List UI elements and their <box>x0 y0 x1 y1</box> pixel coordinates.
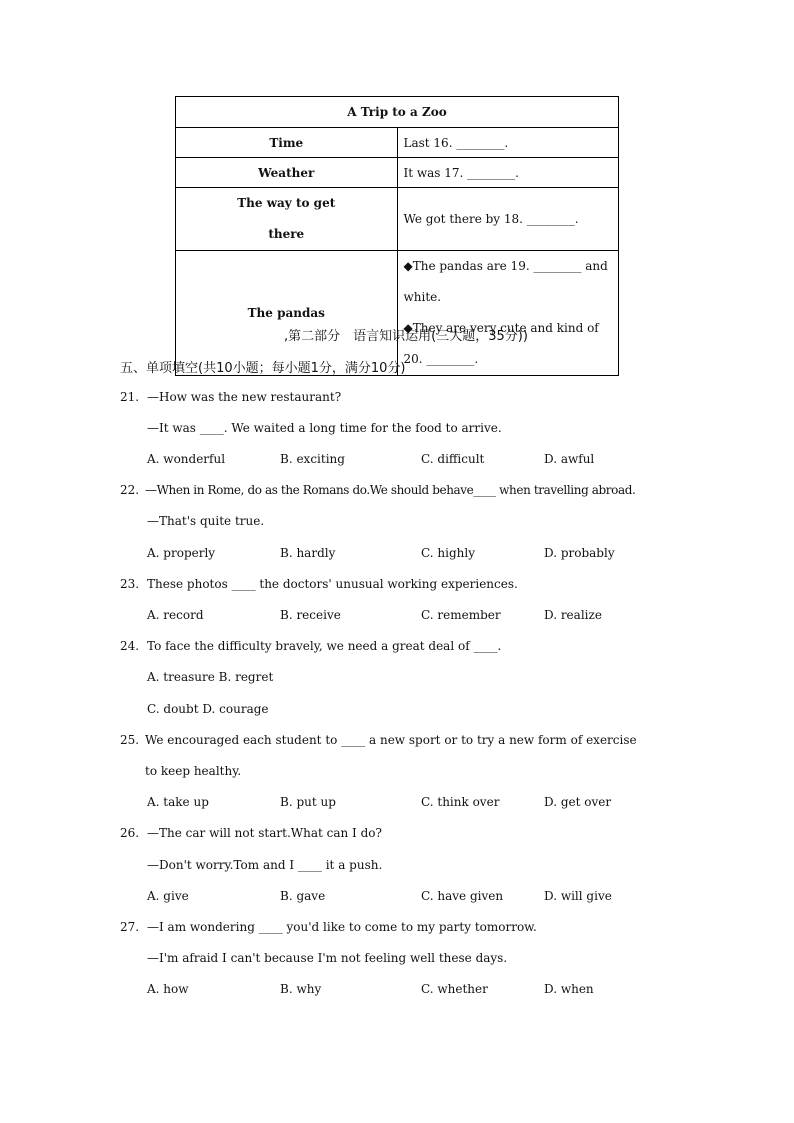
question-number: 23. <box>120 577 140 591</box>
option-d: D. probably <box>544 546 615 560</box>
question-line: —I'm afraid I can't because I'm not feeling well these days. <box>147 951 508 965</box>
question-number: 25. <box>120 733 140 747</box>
option-d: D. will give <box>544 889 612 903</box>
option-d: D. get over <box>544 795 612 809</box>
section-title: 五、单项填空(共10小题；每小题1分，满分10分) <box>120 361 406 376</box>
question-line: We encouraged each student to ____ a new sport or to try a new form of exercise <box>145 733 637 747</box>
row-content-pandas <box>397 251 619 376</box>
part-title: ,第二部分 语言知识运用(三大题，35分)) <box>284 329 528 344</box>
option-b: B. receive <box>280 608 341 622</box>
row-label-weather: Weather <box>176 158 398 188</box>
row-content-time: Last 16. ________. <box>397 128 619 158</box>
question-line: to keep healthy. <box>145 764 242 778</box>
question-line: To face the difficulty bravely, we need a great deal of ____. <box>147 639 502 653</box>
question-number: 24. <box>120 639 140 653</box>
question-line: —That's quite true. <box>147 514 265 528</box>
option-a: A. record <box>147 608 204 622</box>
option-a: A. properly <box>147 546 216 560</box>
row-label-time: Time <box>176 128 398 158</box>
row-content-weather: It was 17. ________. <box>397 158 619 188</box>
question-line: —It was ____. We waited a long time for the food to arrive. <box>147 421 502 435</box>
option-a: A. wonderful <box>147 452 226 466</box>
option-c: C. whether <box>421 982 488 996</box>
option-cd: C. doubt D. courage <box>147 702 269 716</box>
question-line: —When in Rome, do as the Romans do.We should behave____ when travelling abroad. <box>145 483 636 497</box>
option-b: B. why <box>280 982 322 996</box>
option-a: A. take up <box>147 795 209 809</box>
question-number: 27. <box>120 920 140 934</box>
option-c: C. difficult <box>421 452 485 466</box>
option-c: C. highly <box>421 546 475 560</box>
option-c: C. have given <box>421 889 504 903</box>
question-number: 26. <box>120 826 140 840</box>
option-a: A. how <box>147 982 189 996</box>
pandas-line-2: ◆They are very cute and kind of 20. ________. <box>403 321 599 366</box>
pandas-line-1: ◆The pandas are 19. ________ and white. <box>403 259 608 304</box>
option-d: D. realize <box>544 608 602 622</box>
table-title: A Trip to a Zoo <box>176 97 619 128</box>
question-line: —How was the new restaurant? <box>147 390 342 404</box>
option-b: B. gave <box>280 889 326 903</box>
option-d: D. awful <box>544 452 595 466</box>
row-label-pandas: The pandas <box>176 251 398 376</box>
row-content-way: We got there by 18. ________. <box>397 188 619 251</box>
option-c: C. remember <box>421 608 501 622</box>
question-number: 22. <box>120 483 140 497</box>
question-line: —Don't worry.Tom and I ____ it a push. <box>147 858 383 872</box>
option-b: B. put up <box>280 795 336 809</box>
row-label-way <box>176 188 398 251</box>
row-label-way-line1: The way to get <box>237 196 336 210</box>
option-a: A. give <box>147 889 189 903</box>
question-line: —I am wondering ____ you'd like to come to my party tomorrow. <box>147 920 537 934</box>
option-d: D. when <box>544 982 594 996</box>
question-number: 21. <box>120 390 140 404</box>
question-line: These photos ____ the doctors' unusual working experiences. <box>147 577 518 591</box>
row-label-way-line2: there <box>268 227 305 241</box>
option-b: B. exciting <box>280 452 345 466</box>
question-line: —The car will not start.What can I do? <box>147 826 382 840</box>
option-b: B. hardly <box>280 546 336 560</box>
option-ab: A. treasure B. regret <box>147 670 274 684</box>
option-c: C. think over <box>421 795 500 809</box>
